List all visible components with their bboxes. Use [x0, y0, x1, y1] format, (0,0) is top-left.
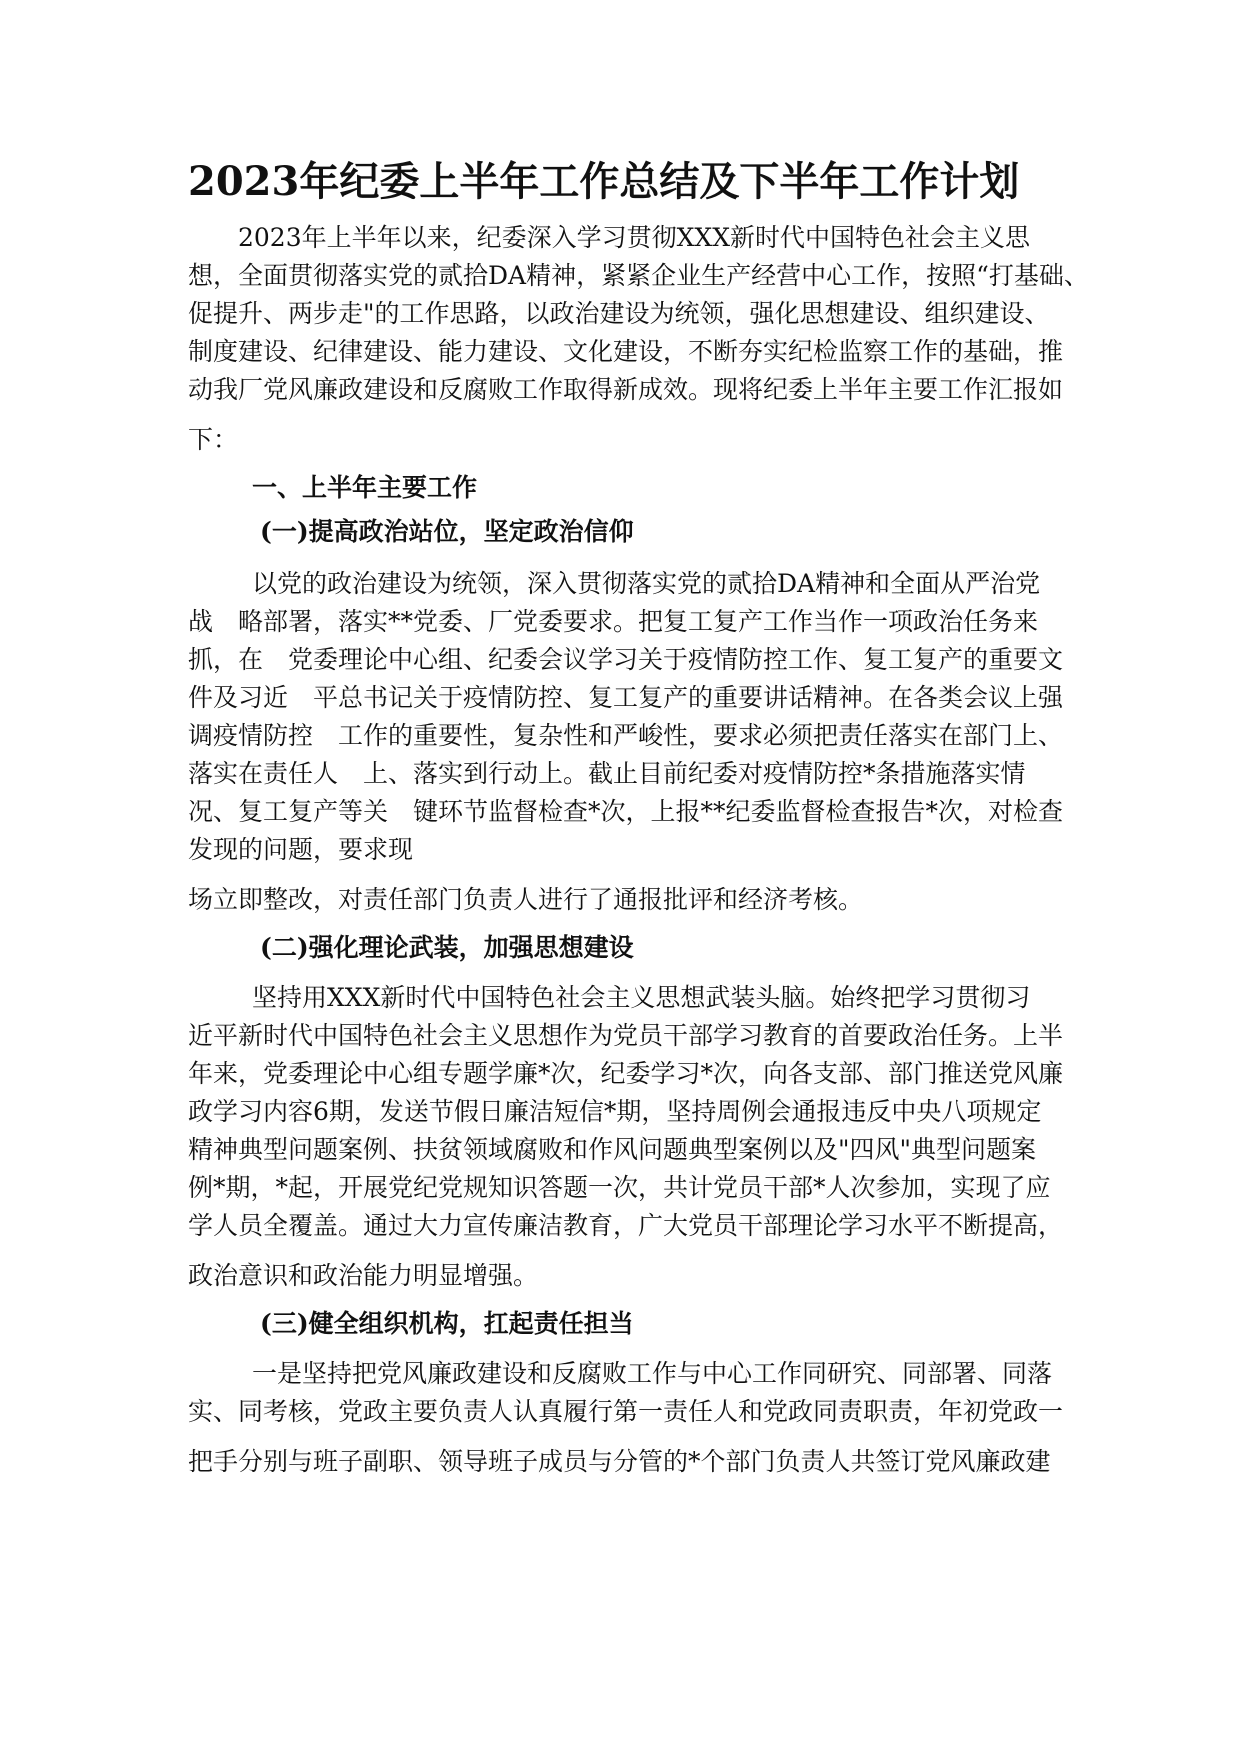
document-title: 2023年纪委上半年工作总结及下半年工作计划 [188, 158, 1020, 205]
intro-line: 2023年上半年以来，纪委深入学习贯彻XXX新时代中国特色社会主义思 [238, 223, 1031, 252]
paragraph-line: 况、复工复产等关 键环节监督检查*次，上报**纪委监督检查报告*次，对检查 [188, 797, 1064, 826]
paragraph-line: 精神典型问题案例、扶贫领域腐败和作风问题典型案例以及"四风"典型问题案 [188, 1135, 1037, 1164]
paragraph-line: 例*期，*起，开展党纪党规知识答题一次，共计党员干部*人次参加，实现了应 [188, 1173, 1051, 1202]
intro-line: 下： [188, 425, 239, 454]
paragraph-line: 把手分别与班子副职、领导班子成员与分管的*个部门负责人共签订党风廉政建 [188, 1447, 1051, 1476]
subsection-heading: (三)健全组织机构，扛起责任担当 [260, 1309, 634, 1338]
paragraph-line: 政治意识和政治能力明显增强。 [188, 1261, 539, 1290]
intro-line: 制度建设、纪律建设、能力建设、文化建设，不断夯实纪检监察工作的基础，推 [188, 337, 1064, 366]
paragraph-line: 抓，在 党委理论中心组、纪委会议学习关于疫情防控工作、复工复产的重要文 [188, 645, 1064, 674]
paragraph-line: 调疫情防控 工作的重要性，复杂性和严峻性，要求必须把责任落实在部门上、 [188, 721, 1064, 750]
paragraph-line: 政学习内容6期，发送节假日廉洁短信*期，坚持周例会通报违反中央八项规定 [188, 1097, 1042, 1126]
intro-line: 动我厂党风廉政建设和反腐败工作取得新成效。现将纪委上半年主要工作汇报如 [188, 375, 1064, 404]
intro-line: 促提升、两步走"的工作思路，以政治建设为统领，强化思想建设、组织建设、 [188, 299, 1050, 328]
intro-line: 想，全面贯彻落实党的贰拾DA精神，紧紧企业生产经营中心工作，按照“打基础、 [188, 261, 1089, 290]
subsection-heading: (一)提高政治站位，坚定政治信仰 [260, 517, 634, 546]
paragraph-line: 实、同考核，党政主要负责人认真履行第一责任人和党政同责职责，年初党政一 [188, 1397, 1064, 1426]
subsection-heading: (二)强化理论武装，加强思想建设 [260, 933, 634, 962]
paragraph-line: 战 略部署，落实**党委、厂党委要求。把复工复产工作当作一项政治任务来 [188, 607, 1039, 636]
paragraph-line: 以党的政治建设为统领，深入贯彻落实党的贰拾DA精神和全面从严治党 [252, 569, 1041, 598]
paragraph-line: 落实在责任人 上、落实到行动上。截止目前纪委对疫情防控*条措施落实情 [188, 759, 1026, 788]
paragraph-line: 年来，党委理论中心组专题学廉*次，纪委学习*次，向各支部、部门推送党风廉 [188, 1059, 1064, 1088]
paragraph-line: 学人员全覆盖。通过大力宣传廉洁教育，广大党员干部理论学习水平不断提高， [188, 1211, 1064, 1240]
paragraph-line: 件及习近 平总书记关于疫情防控、复工复产的重要讲话精神。在各类会议上强 [188, 683, 1064, 712]
paragraph-line: 坚持用XXX新时代中国特色社会主义思想武装头脑。始终把学习贯彻习 [252, 983, 1031, 1012]
paragraph-line: 场立即整改，对责任部门负责人进行了通报批评和经济考核。 [188, 885, 864, 914]
paragraph-line: 发现的问题，要求现 [188, 835, 414, 864]
paragraph-line: 近平新时代中国特色社会主义思想作为党员干部学习教育的首要政治任务。上半 [188, 1021, 1064, 1050]
paragraph-line: 一是坚持把党风廉政建设和反腐败工作与中心工作同研究、同部署、同落 [252, 1359, 1053, 1388]
section-heading: 一、上半年主要工作 [252, 473, 478, 502]
